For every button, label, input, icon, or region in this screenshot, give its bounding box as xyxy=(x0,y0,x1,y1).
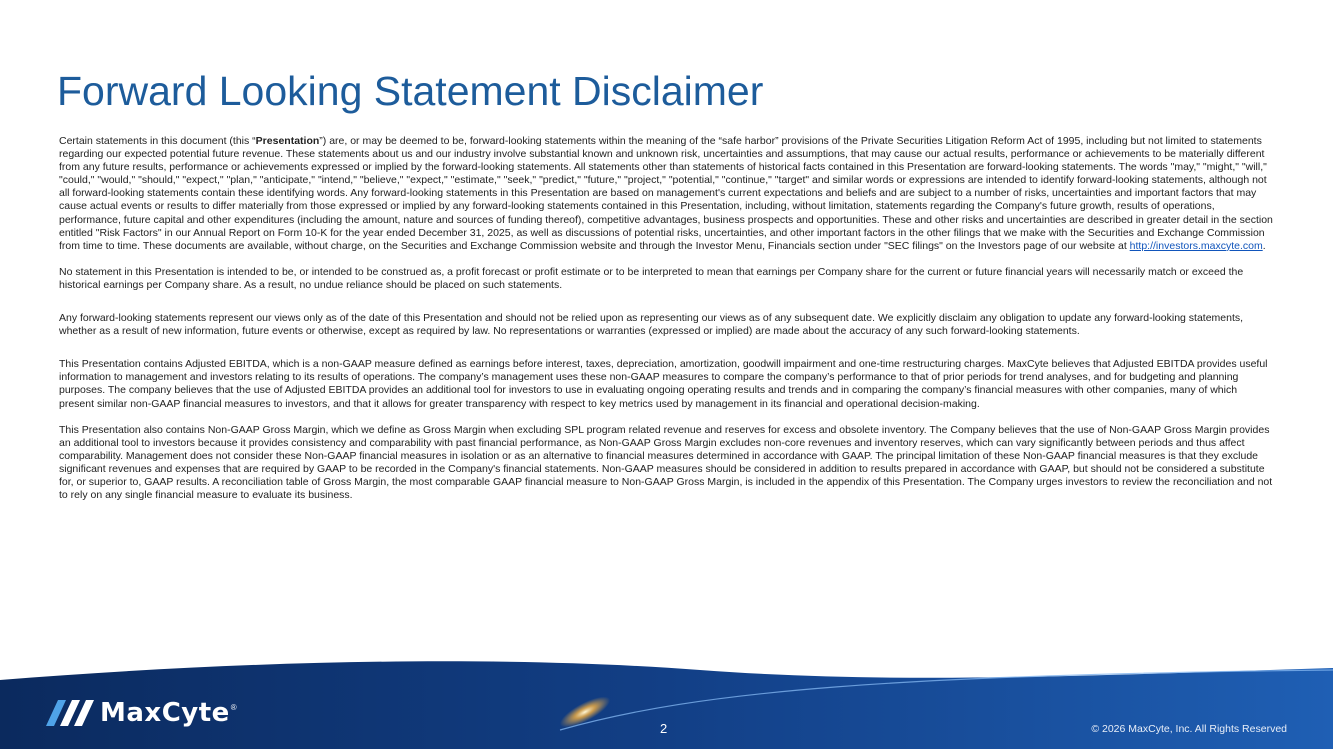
paragraph-views-as-of-date: Any forward-looking statements represent our views only as of the date of this Presentation and should not be relied upon as representing our views as of any subsequent date. We explicitly disclaim any obligation to update any forward-looking statements, whether as a result of new information, future events or otherwise, except as required by law. No representations or warranties (expressed or implied) are made about the accuracy of any such forward-looking statements. xyxy=(59,312,1244,338)
disclaimer-body xyxy=(59,135,1274,502)
paragraph-text: . xyxy=(1262,239,1266,252)
presentation-term: Presentation xyxy=(255,135,320,147)
paragraph-safe-harbor xyxy=(59,135,1274,253)
page-title: Forward Looking Statement Disclaimer xyxy=(57,68,764,114)
investors-link[interactable]: http://investors.maxcyte.com xyxy=(1129,239,1263,252)
page-number: 2 xyxy=(660,721,668,736)
paragraph-no-profit-forecast: No statement in this Presentation is intended to be, or intended to be construed as, a profit forecast or profit estimate or to be interpreted to mean that earnings per Company share for the current or future financial years will necessarily match or exceed the historical earnings per Company share. As a result, no undue reliance should be placed on such statements. xyxy=(59,265,1244,291)
logo-wordmark: MaxCyte xyxy=(100,698,230,728)
registered-mark: ® xyxy=(230,702,237,712)
paragraph-text: Certain statements in this document (this “ xyxy=(59,135,256,147)
paragraph-text: ”) are, or may be deemed to be, forward-looking statements within the meaning of the “safe harbor” provisions of the Private Securities Litigation Reform Act of 1995, including but not limited to statements regarding our expected potential future revenue. These statements about us and our industry involve substantial known and unknown risk, uncertainties and assumptions, that may cause our actual results, performance or achievements to be materially different from any future results, performance or achievements expressed or implied by the forward-looking statements. All statements other than statements of historical facts contained in this Presentation are forward-looking statements. The words "may," "might," "will," "could," "would," "should," "expect," "plan," "anticipate," "intend," "believe," "expect," "estimate," "seek," "predict," "future," "project," "potential," "continue," "target" and similar words or expressions are intended to identify forward-looking statements, although not all forward-looking statements contain these identifying words. Any forward-looking statements in this Presentation are based on management's current expectations and beliefs and are subject to a number of risks, uncertainties and important factors that may cause actual events or results to differ materially from those expressed or implied by any forward-looking statements contained in this Presentation, including, without limitation, statements regarding the Company's future growth, results of operations, performance, future capital and other expenditures (including the amount, nature and sources of funding thereof), competitive advantages, business prospects and opportunities. These and other risks and uncertainties are described in greater detail in the section entitled "Risk Factors" in our Annual Report on Form 10-K for the year ended December 31, 2025, as well as discussions of potential risks, uncertainties, and other important factors in the other filings that we make with the Securities and Exchange Commission from time to time. These documents are available, without charge, on the Securities and Exchange Commission website and through the Investor Menu, Financials section under "SEC filings" on the Investors page of our website at xyxy=(59,135,1273,252)
maxcyte-m-icon xyxy=(46,700,96,726)
paragraph-adjusted-ebitda: This Presentation contains Adjusted EBITDA, which is a non-GAAP measure defined as earnings before interest, taxes, depreciation, amortization, goodwill impairment and one-time restructuring charges. MaxCyte believes that Adjusted EBITDA provides useful information to management and investors relating to its results of operations. The company’s management uses these non-GAAP measures to compare the company’s performance to that of prior periods for trend analyses, and for budgeting and planning purposes. The company believes that the use of Adjusted EBITDA provides an additional tool for investors to use in evaluating ongoing operating results and trends and in comparing the company’s financial measures with other companies, many of which present similar non-GAAP financial measures to investors, and that it allows for greater transparency with respect to key metrics used by management in its financial and operational decision-making. xyxy=(59,358,1268,410)
paragraph-non-gaap-gross-margin: This Presentation also contains Non-GAAP Gross Margin, which we define as Gross Margin when excluding SPL program related revenue and reserves for excess and obsolete inventory. The Company believes that the use of Non-GAAP Gross Margin provides an additional tool to investors because it provides consistency and comparability with past financial performance, as Non-GAAP Gross Margin excludes non-core revenues and inventory reserves, which can vary significantly between periods and thus affect comparability. Management does not consider these Non-GAAP financial measures in isolation or as an alternative to financial measures determined in accordance with GAAP. The principal limitation of these Non-GAAP financial measures is that they exclude significant revenues and expenses that are required by GAAP to be recorded in the Company's financial statements. Non-GAAP measures should be considered in addition to results prepared in accordance with GAAP, but should not be considered a substitute for, or superior to, GAAP results. A reconciliation table of Gross Margin, the most comparable GAAP financial measure to Non-GAAP Gross Margin, is included in the appendix of this Presentation. The Company urges investors to review the reconciliation and not to rely on any single financial measure to evaluate its business. xyxy=(59,423,1273,502)
copyright-notice: © 2026 MaxCyte, Inc. All Rights Reserved xyxy=(1091,723,1287,735)
maxcyte-logo xyxy=(46,696,237,730)
